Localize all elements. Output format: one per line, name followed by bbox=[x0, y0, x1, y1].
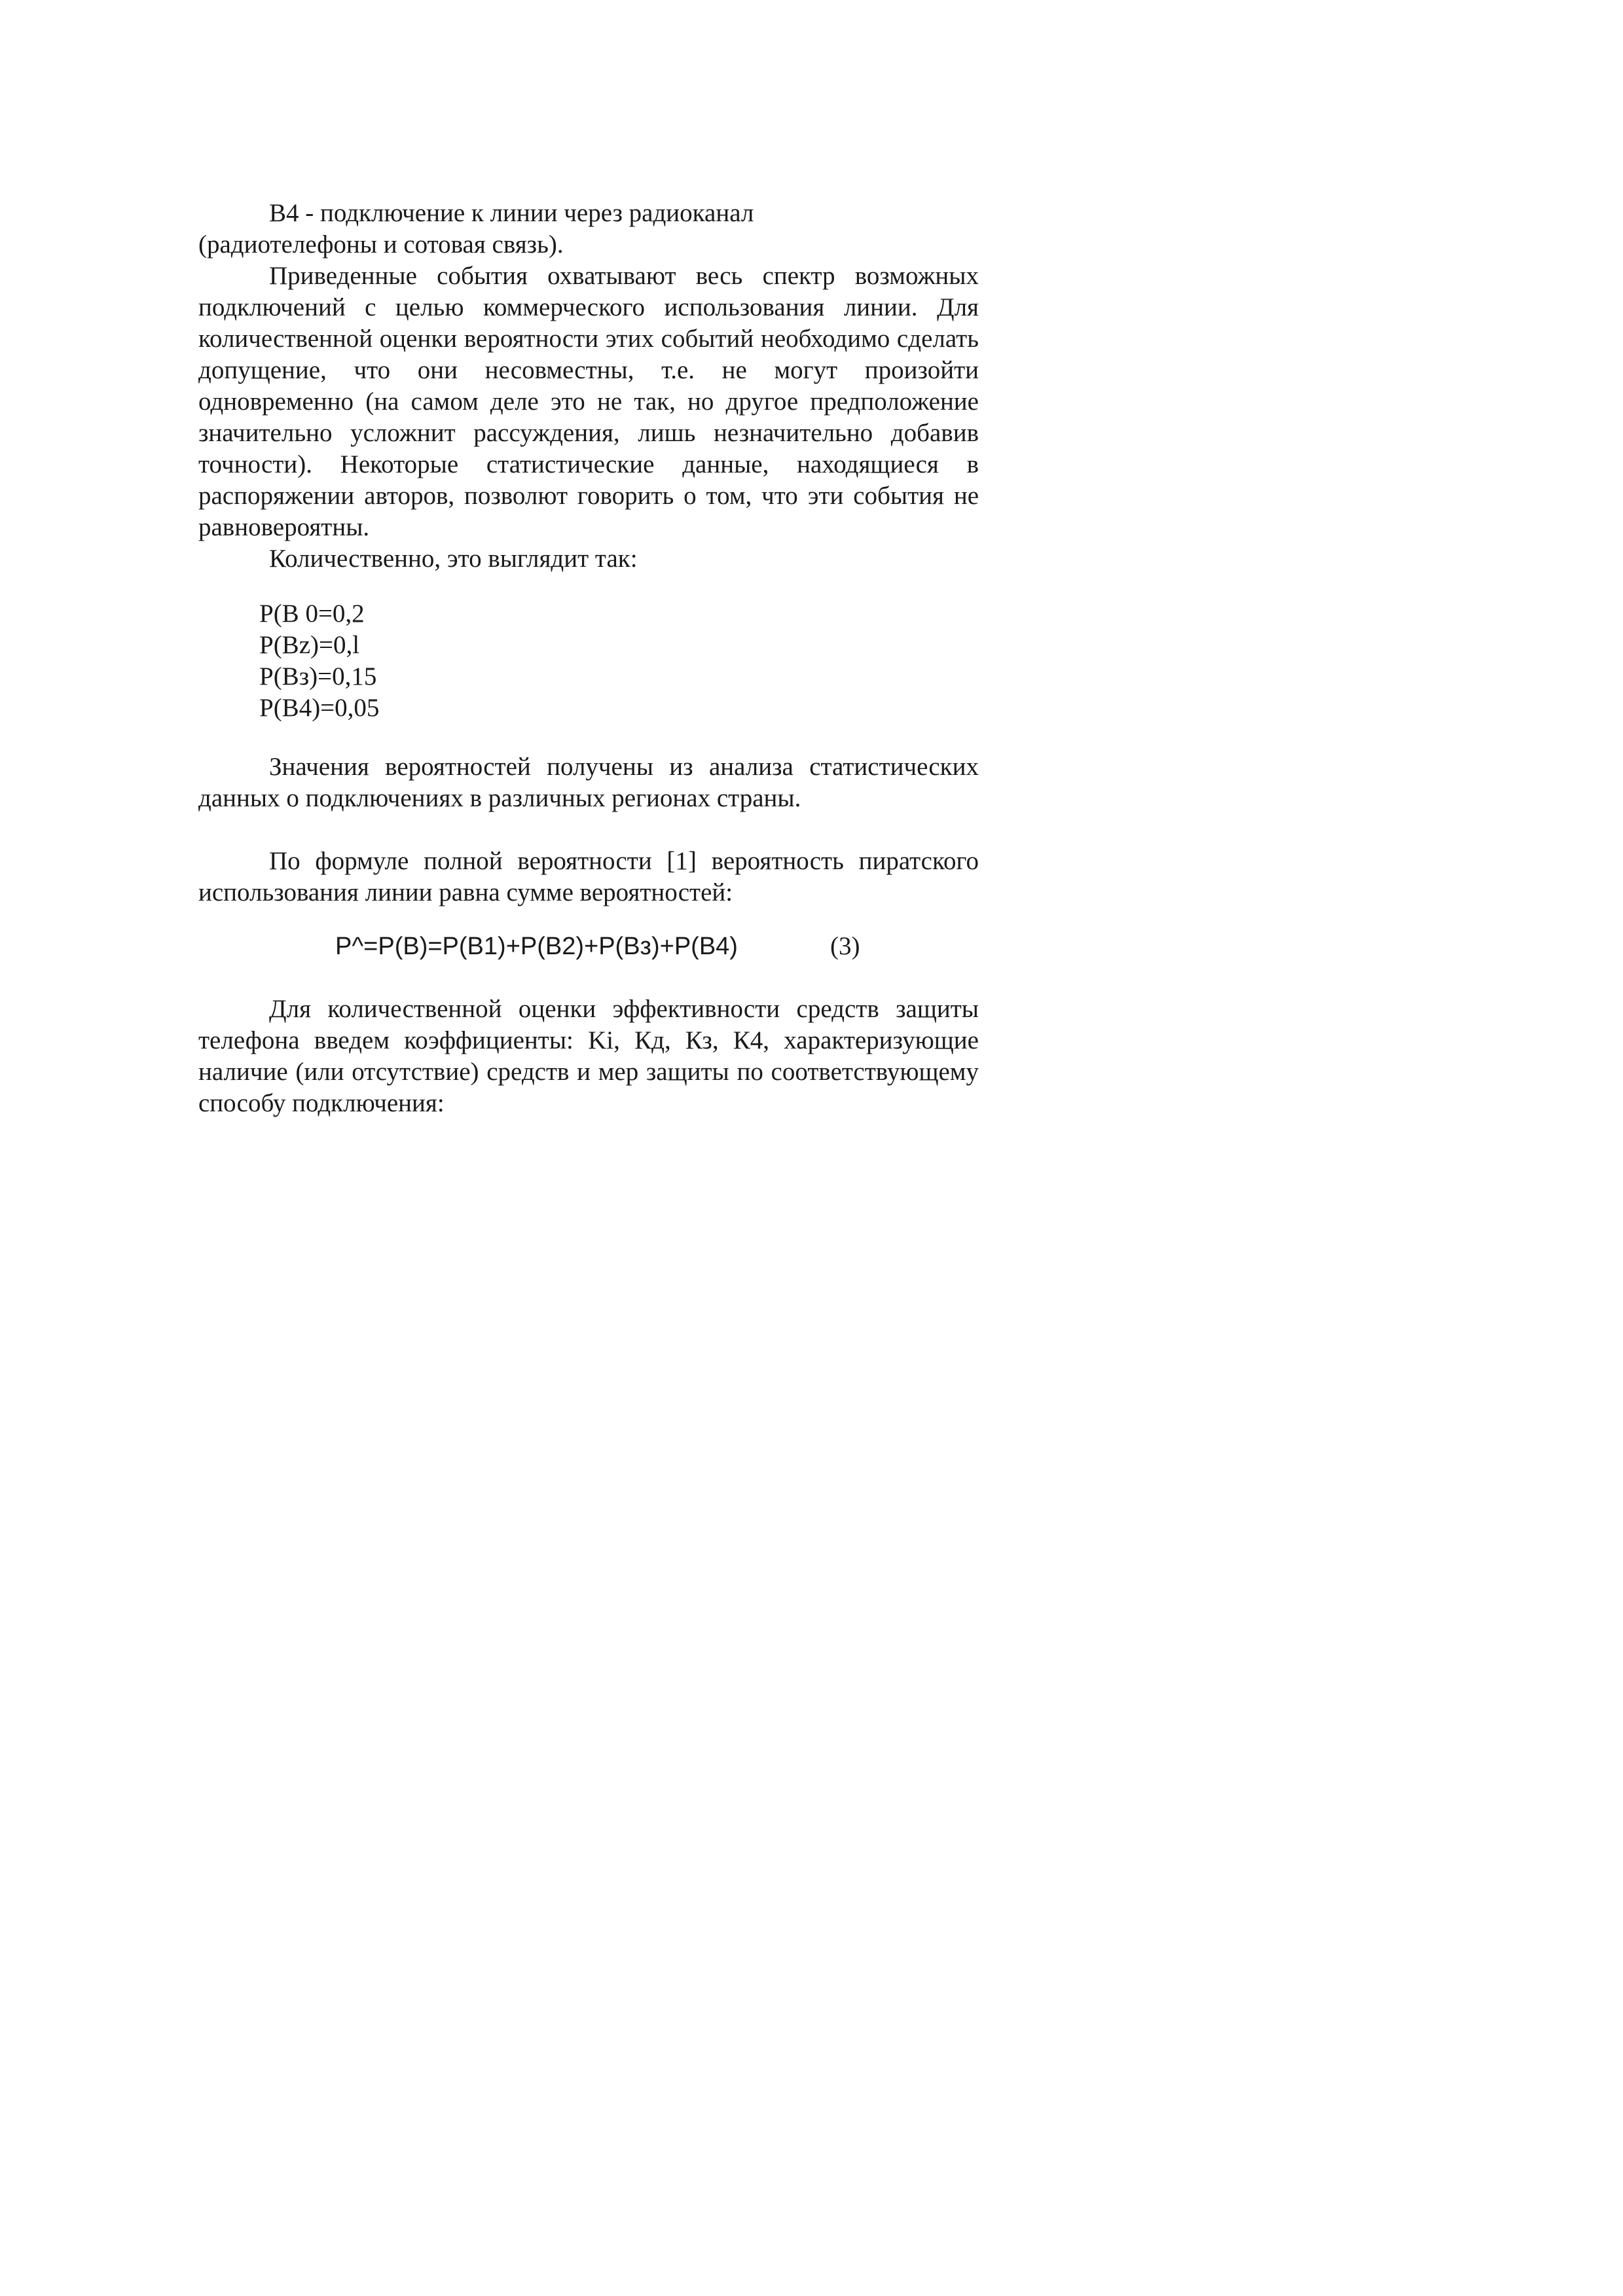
probability-item-b2: P(Bz)=0,l bbox=[259, 631, 360, 659]
paragraph-text: Значения вероятностей получены из анализа статистических данных о подключениях в различных регионах страны. bbox=[198, 753, 979, 812]
probability-item-b1: P(B 0=0,2 bbox=[259, 600, 365, 628]
formula-text: P^=P(B)=P(B1)+P(B2)+P(Bз)+P(B4) bbox=[335, 933, 738, 960]
paragraph-protection-coefficients bbox=[198, 994, 979, 1119]
paragraph-text: Для количественной оценки эффективности средств защиты телефона введем коэффициенты: Ki, Кд, Кз, К4, характеризующие наличие (или отсутствие) средств и мер защиты по соответствующему способу подключения: bbox=[198, 995, 979, 1117]
paragraph-b4-definition bbox=[198, 198, 979, 260]
paragraph-total-probability bbox=[198, 846, 979, 908]
paragraph-text: Приведенные события охватывают весь спектр возможных подключений с целью коммерческого использования линии. Для количественной оценки вероятности этих событий необходимо сделать допущение, что они несовместны, т.е. не могут произойти одновременно (на самом деле это не так, но другое предположение значительно усложнит рассуждения, лишь незначительно добавив точности). Некоторые статистические данные, находящиеся в распоряжении авторов, позволют говорить о том, что эти события не равновероятны. bbox=[198, 262, 979, 541]
paragraph-text: В4 - подключение к линии через радиоканал (радиотелефоны и сотовая связь). bbox=[198, 199, 754, 259]
formula-number: (3) bbox=[830, 932, 860, 960]
paragraph-text: По формуле полной вероятности [1] вероятность пиратского использования линии равна сумме вероятностей: bbox=[198, 847, 979, 906]
paragraph-events-overview bbox=[198, 260, 979, 543]
paragraph-quantitative-intro bbox=[198, 543, 979, 575]
paragraph-text: Количественно, это выглядит так: bbox=[269, 545, 638, 573]
probability-item-b4: P(B4)=0,05 bbox=[259, 694, 380, 722]
probability-item-b3: P(Bз)=0,15 bbox=[259, 662, 377, 691]
paragraph-values-source bbox=[198, 751, 979, 814]
